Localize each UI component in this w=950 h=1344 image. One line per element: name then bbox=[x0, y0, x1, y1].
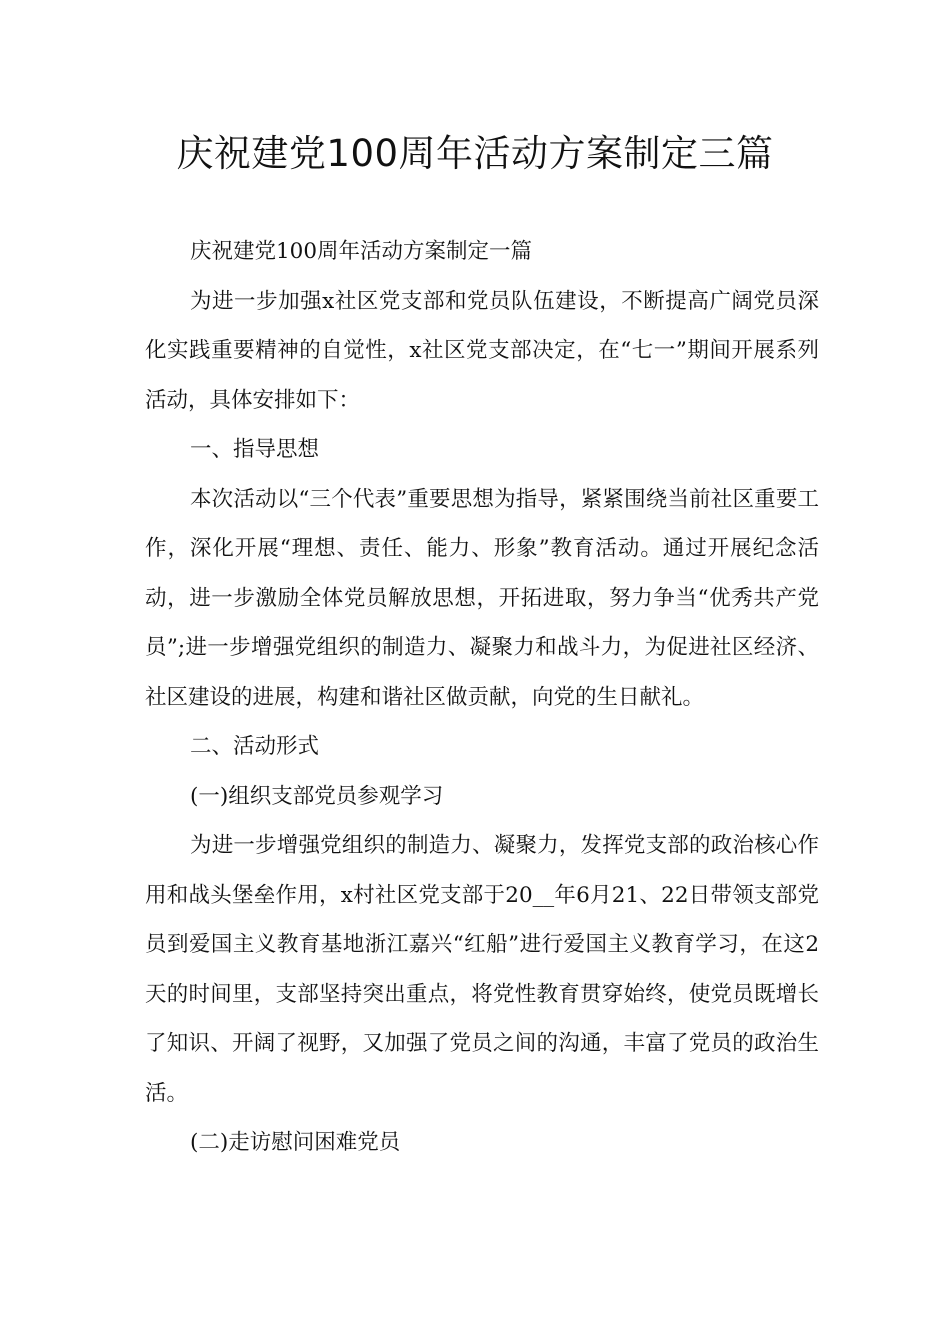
subtitle: 庆祝建党100周年活动方案制定一篇 bbox=[190, 239, 533, 264]
intro-paragraph: 为进一步加强x社区党支部和党员队伍建设，不断提高广阔党员深化实践重要精神的自觉性，x社区党支部决定，在“七一”期间开展系列活动，具体安排如下： bbox=[145, 288, 819, 413]
item-heading-study-visit: (一)组织支部党员参观学习 bbox=[190, 783, 444, 809]
section-heading-guiding-ideology: 一、指导思想 bbox=[190, 437, 320, 462]
study-visit-paragraph: 为进一步增强党组织的制造力、凝聚力，发挥党支部的政治核心作用和战头堡垒作用，x村社区党支部于20__年6月21、22日带领支部党员到爱国主义教育基地浙江嘉兴“红船”进行爱国主义教育学习，在这2天的时间里，支部坚持突出重点，将党性教育贯穿始终，使党员既增长了知识、开阔了视野，又加强了党员之间的沟通，丰富了党员的政治生活。 bbox=[145, 833, 819, 1106]
item-heading-visit-members: (二)走访慰问困难党员 bbox=[190, 1130, 401, 1155]
document-title: 庆祝建党100周年活动方案制定三篇 bbox=[176, 132, 774, 175]
section-heading-activity-forms: 二、活动形式 bbox=[190, 734, 320, 759]
document-body bbox=[145, 227, 819, 1168]
guiding-ideology-paragraph: 本次活动以“三个代表”重要思想为指导，紧紧围绕当前社区重要工作，深化开展“理想、责任、能力、形象”教育活动。通过开展纪念活动，进一步激励全体党员解放思想，开拓进取，努力争当“优秀共产党员”;进一步增强党组织的制造力、凝聚力和战斗力，为促进社区经济、社区建设的进展，构建和谐社区做贡献，向党的生日献礼。 bbox=[145, 486, 819, 710]
